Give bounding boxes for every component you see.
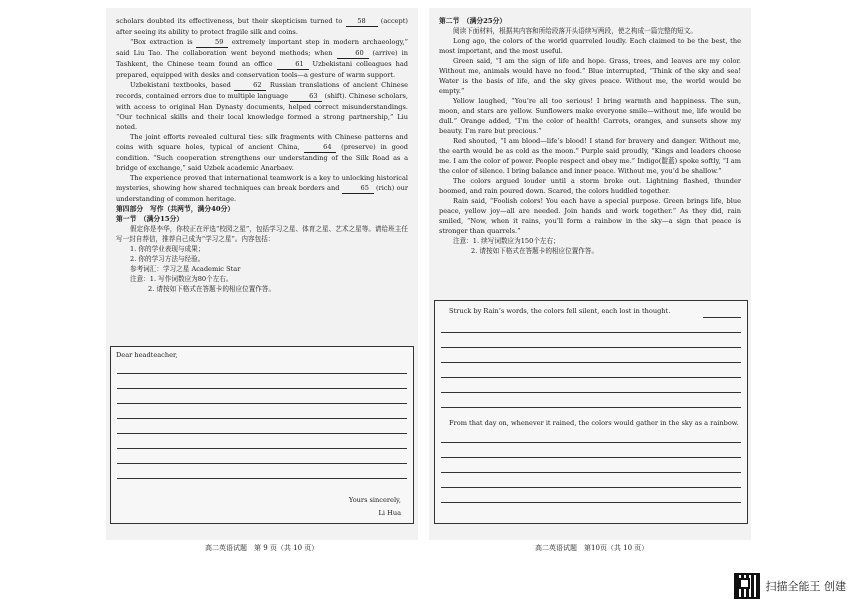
writing-line	[117, 433, 407, 434]
task-item-1: 1. 你的学业表现与成果；	[130, 245, 205, 253]
blank-65: 65	[342, 183, 374, 194]
writing-line	[117, 463, 407, 464]
blank-60: 60	[337, 48, 369, 59]
note-word-count: 注意：1. 写作词数应为80个左右。	[130, 275, 233, 283]
writing-line	[441, 407, 741, 408]
writing-line	[441, 347, 741, 348]
story-paragraph-3: Yellow laughed, “You’re all too serious! I bring warmth and happiness. The sun, moon, and stars are yellow. Sunflowers make everyone smile—without me, life would be dull.” Orange added, “I’m the color of health! Carrots, oranges, and sunsets show my beauty. I’m rare but precious.”	[439, 97, 741, 135]
qr-code-icon	[734, 573, 760, 599]
blank-64: 64	[304, 142, 336, 153]
story-paragraph-2: Green said, “I am the sign of life and hope. Grass, trees, and leaves are my color. Without me, animals would have no food.” Blue interrupted, “Think of the sky and sea! Water is the basis of life, and the sky gives peace. Without me, the world would be empty.”	[439, 57, 741, 95]
letter-signature: Li Hua	[378, 509, 401, 517]
passage-paragraph-4: The joint efforts revealed cultural ties: silk fragments with Chinese patterns and coins with square holes, typical of ancient China, 64 (preserve) in good condition. “Such cooperation strengthens our understanding of the Silk Road as a bridge of exchange,” said Uzbek academic Anarbaev.	[116, 133, 409, 172]
story-paragraph-1: Long ago, the colors of the world quarreled loudly. Each claimed to be the best, the most important, and the most useful.	[439, 37, 741, 55]
page-9-footer: 高二英语试题 第 9 页（共 10 页）	[205, 544, 319, 552]
scanner-label: 扫描全能王 创建	[765, 580, 846, 593]
note-format: 2. 请按如下格式在答题卡的相应位置作答。	[148, 285, 276, 293]
writing-line	[117, 403, 407, 404]
passage-paragraph-1: scholars doubted its effectiveness, but their skepticism turned to 58 (accept) after seeing its ability to protect fragile silk and coins.	[116, 17, 408, 36]
section-one-heading: 第一节 （满分15分）	[116, 215, 184, 223]
writing-line	[441, 487, 741, 488]
blank-62: 62	[234, 80, 266, 91]
writing-line	[441, 377, 741, 378]
writing-line	[117, 448, 407, 449]
passage-paragraph-3: Uzbekistani textbooks, based 62 Russian translations of ancient Chinese records, contained errors due to multiple language 63 (shift). Chinese scholars, with access to original Han Dynasty documents, helped correct misunderstandings. “Our technical skills and their local knowledge formed a strong partnership,” Liu noted.	[116, 81, 408, 131]
part-four-heading: 第四部分 写作（共两节，满分40分）	[116, 205, 235, 213]
writing-line	[441, 502, 741, 503]
writing-line	[441, 472, 741, 473]
writing-line	[441, 362, 741, 363]
section-two-heading: 第二节 （满分25分）	[439, 17, 507, 25]
letter-salutation: Dear headteacher,	[116, 351, 178, 359]
note-word-count: 注意：1. 续写词数应为150个左右；	[453, 237, 560, 245]
passage-paragraph-5: The experience proved that international teamwork is a key to unlocking historical mysteries, showing how shared techniques can break borders and 65 (rich) our understanding of common heritage.	[116, 174, 409, 203]
continuation-answer-box	[434, 300, 748, 524]
task-item-2: 2. 你的学习方法与经验。	[130, 255, 205, 263]
blank-61: 61	[277, 59, 309, 70]
writing-line	[441, 442, 741, 443]
blank-59: 59	[196, 37, 228, 48]
writing-line	[441, 457, 741, 458]
writing-line	[441, 392, 741, 393]
writing-line	[117, 478, 407, 479]
story-paragraph-6: Rain said, “Foolish colors! You each have a special purpose. Green brings life, blue peace, yellow joy—all are needed. Join hands and work together.” As they did, rain smiled, “Now, when it rains, you’ll form a rainbow in the sky—a sign that peace is stronger than quarrels.”	[439, 197, 741, 235]
reference-vocab: 参考词汇：学习之星 Academic Star	[130, 265, 241, 273]
writing-task: 假定你是李华，你校正在评选“校园之星”，包括学习之星、体育之星、艺术之星等。请给班主任写一封自荐信，推荐自己成为“学习之星”。内容包括：	[116, 225, 408, 243]
writing-line	[703, 317, 741, 318]
blank-58: 58	[346, 16, 378, 27]
writing-line	[117, 388, 407, 389]
story-paragraph-4: Red shouted, “I am blood—life’s blood! I stand for bravery and danger. Without me, the earth would be as cold as the moon.” Purple said proudly, “Kings and leaders choose me. I am the color of power. People respect and obey me.” Indigo(靛蓝) spoke softly, “I am the color of silence. I bring balance and inner peace. Without me, you’d be shallow.”	[439, 137, 741, 175]
continuation-task: 阅读下面材料，根据其内容和所给段落开头语续写两段，使之构成一篇完整的短文。	[453, 27, 697, 35]
paragraph-2-opening: From that day on, whenever it rained, the colors would gather in the sky as a rainbow.	[449, 419, 739, 427]
letter-answer-box	[110, 346, 414, 524]
writing-line	[441, 332, 741, 333]
story-paragraph-5: The colors argued louder until a storm broke out. Lightning flashed, thunder boomed, and rain poured down. Scared, the colors huddled together.	[439, 177, 741, 195]
scanner-watermark	[734, 573, 847, 599]
note-format: 2. 请按如下格式在答题卡的相应位置作答。	[471, 247, 599, 255]
passage-paragraph-2: “Box extraction is 59 extremely important step in modern archaeology,” said Liu Tao. The collaboration went beyond methods; when 60 (arrive) in Tashkent, the Chinese team found an office 61 Uzbekistani colleagues had prepared, equipped with desks and conservation tools—a gesture of warm support.	[116, 38, 408, 79]
letter-closing: Yours sincerely,	[348, 496, 401, 504]
paragraph-1-opening: Struck by Rain’s words, the colors fell silent, each lost in thought.	[449, 307, 671, 315]
blank-63: 63	[290, 91, 322, 102]
writing-line	[117, 373, 407, 374]
page-10-footer: 高二英语试题 第10页（共 10 页）	[535, 544, 649, 552]
writing-line	[117, 418, 407, 419]
